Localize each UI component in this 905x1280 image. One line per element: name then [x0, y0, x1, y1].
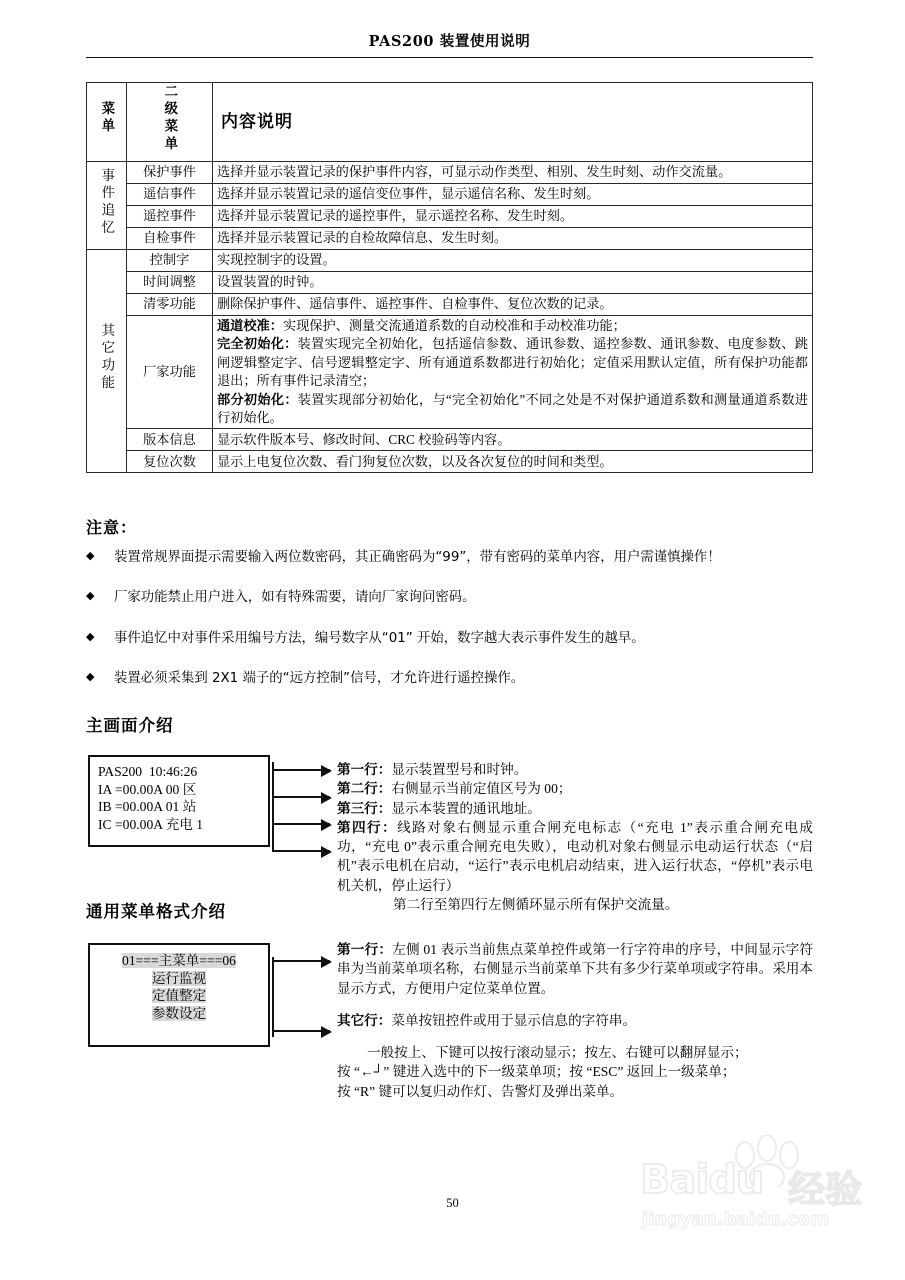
sub-menu-desc-factory [213, 315, 813, 429]
sub-menu-desc: 设置装置的时钟。 [213, 271, 813, 293]
sub-menu-label: 版本信息 [127, 429, 213, 451]
lcd-line-1: PAS200 10:46:26 [98, 764, 198, 779]
table-row [87, 227, 813, 249]
section-title-main-screen: 主画面介绍 [86, 716, 174, 735]
arrow-to-line-3 [272, 823, 330, 825]
lcd-main-screen [88, 755, 270, 847]
factory-desc-part-text: 实现保护、测量交流通道系数的自动校准和手动校准功能； [282, 317, 626, 333]
lcd-menu-line-1: 01===主菜单===06 [122, 953, 236, 968]
lcd-menu-line-3: 定值整定 [151, 988, 207, 1004]
sub-menu-desc: 选择并显示装置记录的遥信变位事件，显示遥信名称、发生时刻。 [213, 183, 813, 205]
table-row [87, 293, 813, 315]
watermark-brand: Baidu [640, 1157, 764, 1203]
header-title: PAS200 装置使用说明 [368, 33, 531, 50]
menu-format-explanations [337, 940, 813, 1101]
explanation-text: 菜单按钮控件或用于显示信息的字符串。 [391, 1012, 637, 1028]
notice-bullet-item [86, 588, 813, 607]
lcd-line-4: IC =00.00A 充电 1 [98, 817, 204, 833]
factory-desc-part-label: 完全初始化： [217, 336, 298, 352]
table-row [87, 271, 813, 293]
factory-desc-part [217, 317, 808, 335]
notice-bullet-item [86, 548, 813, 567]
notice-bullet-item [86, 669, 813, 688]
sub-menu-label: 自检事件 [127, 227, 213, 249]
factory-desc-part [217, 335, 808, 390]
paw-print-icon [725, 1135, 820, 1187]
table-row [87, 162, 813, 183]
sub-menu-desc: 显示软件版本号、修改时间、CRC 校验码等内容。 [213, 429, 813, 451]
arrow-to-line-1 [272, 769, 330, 771]
sub-menu-desc: 删除保护事件、遥信事件、遥控事件、自检事件、复位次数的记录。 [213, 293, 813, 315]
watermark-brand-cn: 经验 [788, 1168, 862, 1211]
diamond-bullet-icon: ◆ [86, 549, 95, 562]
watermark-url: jingyan.baidu.com [642, 1209, 830, 1230]
menu-description-table [86, 82, 813, 473]
table-header-col2 [127, 83, 213, 162]
lcd-menu-line-2: 运行监视 [151, 970, 207, 986]
explanation-label: 第一行： [337, 942, 393, 957]
enter-key-icon: ←┘ [360, 1064, 384, 1080]
sub-menu-desc: 选择并显示装置记录的遥控事件，显示遥控名称、发生时刻。 [213, 205, 813, 227]
sub-menu-label: 保护事件 [127, 162, 213, 183]
lcd-menu-screen-lines [90, 945, 268, 1023]
notice-bullet-text: 事件追忆中对事件采用编号方法，编号数字从“01” 开始，数字越大表示事件发生的越早。 [114, 630, 645, 646]
explanation-label: 第二行： [337, 781, 392, 797]
sub-menu-label: 复位次数 [127, 451, 213, 473]
lcd-main-screen-lines [90, 757, 268, 834]
explanation-label: 其它行： [337, 1012, 392, 1028]
explanation-line [337, 779, 813, 798]
table-header-row [87, 83, 813, 162]
main-screen-explanations [337, 760, 813, 914]
factory-desc-part-label: 部分初始化： [217, 391, 298, 407]
sub-menu-desc: 显示上电复位次数、看门狗复位次数，以及各次复位的时间和类型。 [213, 451, 813, 473]
explanation-line [337, 818, 813, 895]
lcd-menu-screen [88, 943, 270, 1047]
table-header-col1-label: 菜单 [99, 101, 115, 137]
lcd-line-2: IA =00.00A 00 区 [98, 781, 197, 797]
sub-menu-label: 遥控事件 [127, 205, 213, 227]
table-row [87, 315, 813, 429]
lcd-line-3: IB =00.00A 01 站 [98, 799, 197, 815]
explanation-text: 右侧显示当前定值区号为 00； [391, 781, 572, 797]
table-header-col1 [87, 83, 127, 162]
sub-menu-desc: 选择并显示装置记录的自检故障信息、发生时刻。 [213, 227, 813, 249]
notice-bullet-text: 装置常规界面提示需要输入两位数密码，其正确密码为“99”，带有密码的菜单内容，用户需谨慎操作！ [114, 550, 721, 565]
factory-desc-part-text: 装置实现部分初始化，与“完全初始化”不同之处是不对保护通道系数和测量通道系数进行初始化。 [217, 391, 809, 425]
table-header-col2-label: 二级菜单 [162, 84, 178, 154]
explanation-label: 第三行： [337, 800, 392, 816]
lcd-menu-line-4: 参数设定 [151, 1006, 207, 1022]
table-row [87, 451, 813, 473]
explanation-line [337, 940, 813, 998]
arrow-connector-bar-menu [272, 957, 274, 1037]
sub-menu-label: 控制字 [127, 249, 213, 271]
main-screen-footnote: 第二行至第四行左侧循环显示所有保护交流量。 [393, 897, 679, 913]
diamond-bullet-icon: ◆ [86, 670, 95, 684]
explanation-line [337, 1011, 813, 1030]
arrow-to-menu-line-1 [272, 960, 330, 962]
sub-menu-label: 厂家功能 [127, 315, 213, 429]
key-note-enter [337, 1062, 813, 1081]
diamond-bullet-icon: ◆ [86, 589, 95, 603]
table-row [87, 205, 813, 227]
notice-title: 注意： [86, 518, 138, 537]
spacer [337, 998, 813, 1011]
factory-desc-part-label: 通道校准： [217, 317, 283, 333]
arrow-connector-bar [272, 762, 274, 852]
key-note-reset: 按 “R” 键可以复归动作灯、告警灯及弹出菜单。 [337, 1083, 624, 1099]
group-label-other [87, 249, 127, 473]
watermark [640, 1135, 890, 1235]
explanation-text: 显示本装置的通讯地址。 [391, 800, 541, 816]
arrow-to-menu-other-lines [272, 1030, 330, 1032]
group-label-events [87, 162, 127, 249]
key-note-enter-pre: 按 “ [337, 1064, 361, 1080]
sub-menu-desc: 实现控制字的设置。 [213, 249, 813, 271]
explanation-label: 第四行： [337, 819, 398, 835]
group-label-events-text: 事件追忆 [99, 167, 115, 238]
sub-menu-desc: 选择并显示装置记录的保护事件内容，可显示动作类型、相别、发生时刻、动作交流量。 [213, 162, 813, 183]
table-header-col3 [213, 83, 813, 162]
key-operation-note [337, 1043, 813, 1101]
sub-menu-label: 时间调整 [127, 271, 213, 293]
notice-bullet-text: 装置必须采集到 2X1 端子的“远方控制”信号，才允许进行遥控操作。 [114, 671, 525, 687]
spacer [337, 1030, 813, 1043]
factory-desc-part-text: 装置实现完全初始化，包括遥信参数、通讯参数、遥控参数、通讯参数、电度参数、跳闸逻辑整定字、信号逻辑整定字、所有通道系数都进行初始化；定值采用默认定值，所有保护功能都退出；所有事件记录清空； [217, 336, 808, 389]
header-rule [86, 57, 813, 58]
explanation-text: 显示装置型号和时钟。 [391, 762, 528, 777]
key-note-scroll: 一般按上、下键可以按行滚动显示；按左、右键可以翻屏显示； [367, 1045, 748, 1061]
table-row [87, 429, 813, 451]
sub-menu-label: 清零功能 [127, 293, 213, 315]
sub-menu-label: 遥信事件 [127, 183, 213, 205]
page-number: 50 [446, 1196, 459, 1210]
diamond-bullet-icon: ◆ [86, 629, 95, 643]
group-label-other-text: 其它功能 [99, 323, 115, 394]
section-title-menu-format: 通用菜单格式介绍 [86, 902, 226, 921]
table-row [87, 183, 813, 205]
notice-bullet-text: 厂家功能禁止用户进入，如有特殊需要，请向厂家询问密码。 [114, 590, 476, 606]
notice-bullet-item [86, 629, 813, 648]
factory-desc-part [217, 391, 808, 428]
table-row [87, 249, 813, 271]
running-header [86, 30, 813, 51]
arrow-to-line-4 [272, 850, 330, 852]
notice-bullet-list [86, 548, 813, 710]
explanation-text: 左侧 01 表示当前焦点菜单控件或第一行字符串的序号，中间显示字符串为当前菜单项名称，右侧显示当前菜单下共有多少行菜单项或字符串。采用本显示方式，方便用户定位菜单位置。 [337, 942, 814, 996]
explanation-line [337, 799, 813, 818]
explanation-text: 线路对象右侧显示重合闸充电标志（“充电 1”表示重合闸充电成功，“充电 0”表示重合闸充电失败），电动机对象右侧显示电动运行状态（“启机”表示电机在启动，“运行”表示电机启动结束，进入运行状态，“停机”表示电机关机，停止运行） [337, 819, 814, 893]
arrow-to-line-2 [272, 796, 330, 798]
explanation-line [337, 760, 813, 779]
key-note-enter-post: ” 键进入选中的下一级菜单项；按 “ESC” 返回上一级菜单； [383, 1064, 736, 1080]
explanation-label: 第一行： [337, 762, 392, 777]
table-header-col3-label: 内容说明 [221, 112, 293, 132]
